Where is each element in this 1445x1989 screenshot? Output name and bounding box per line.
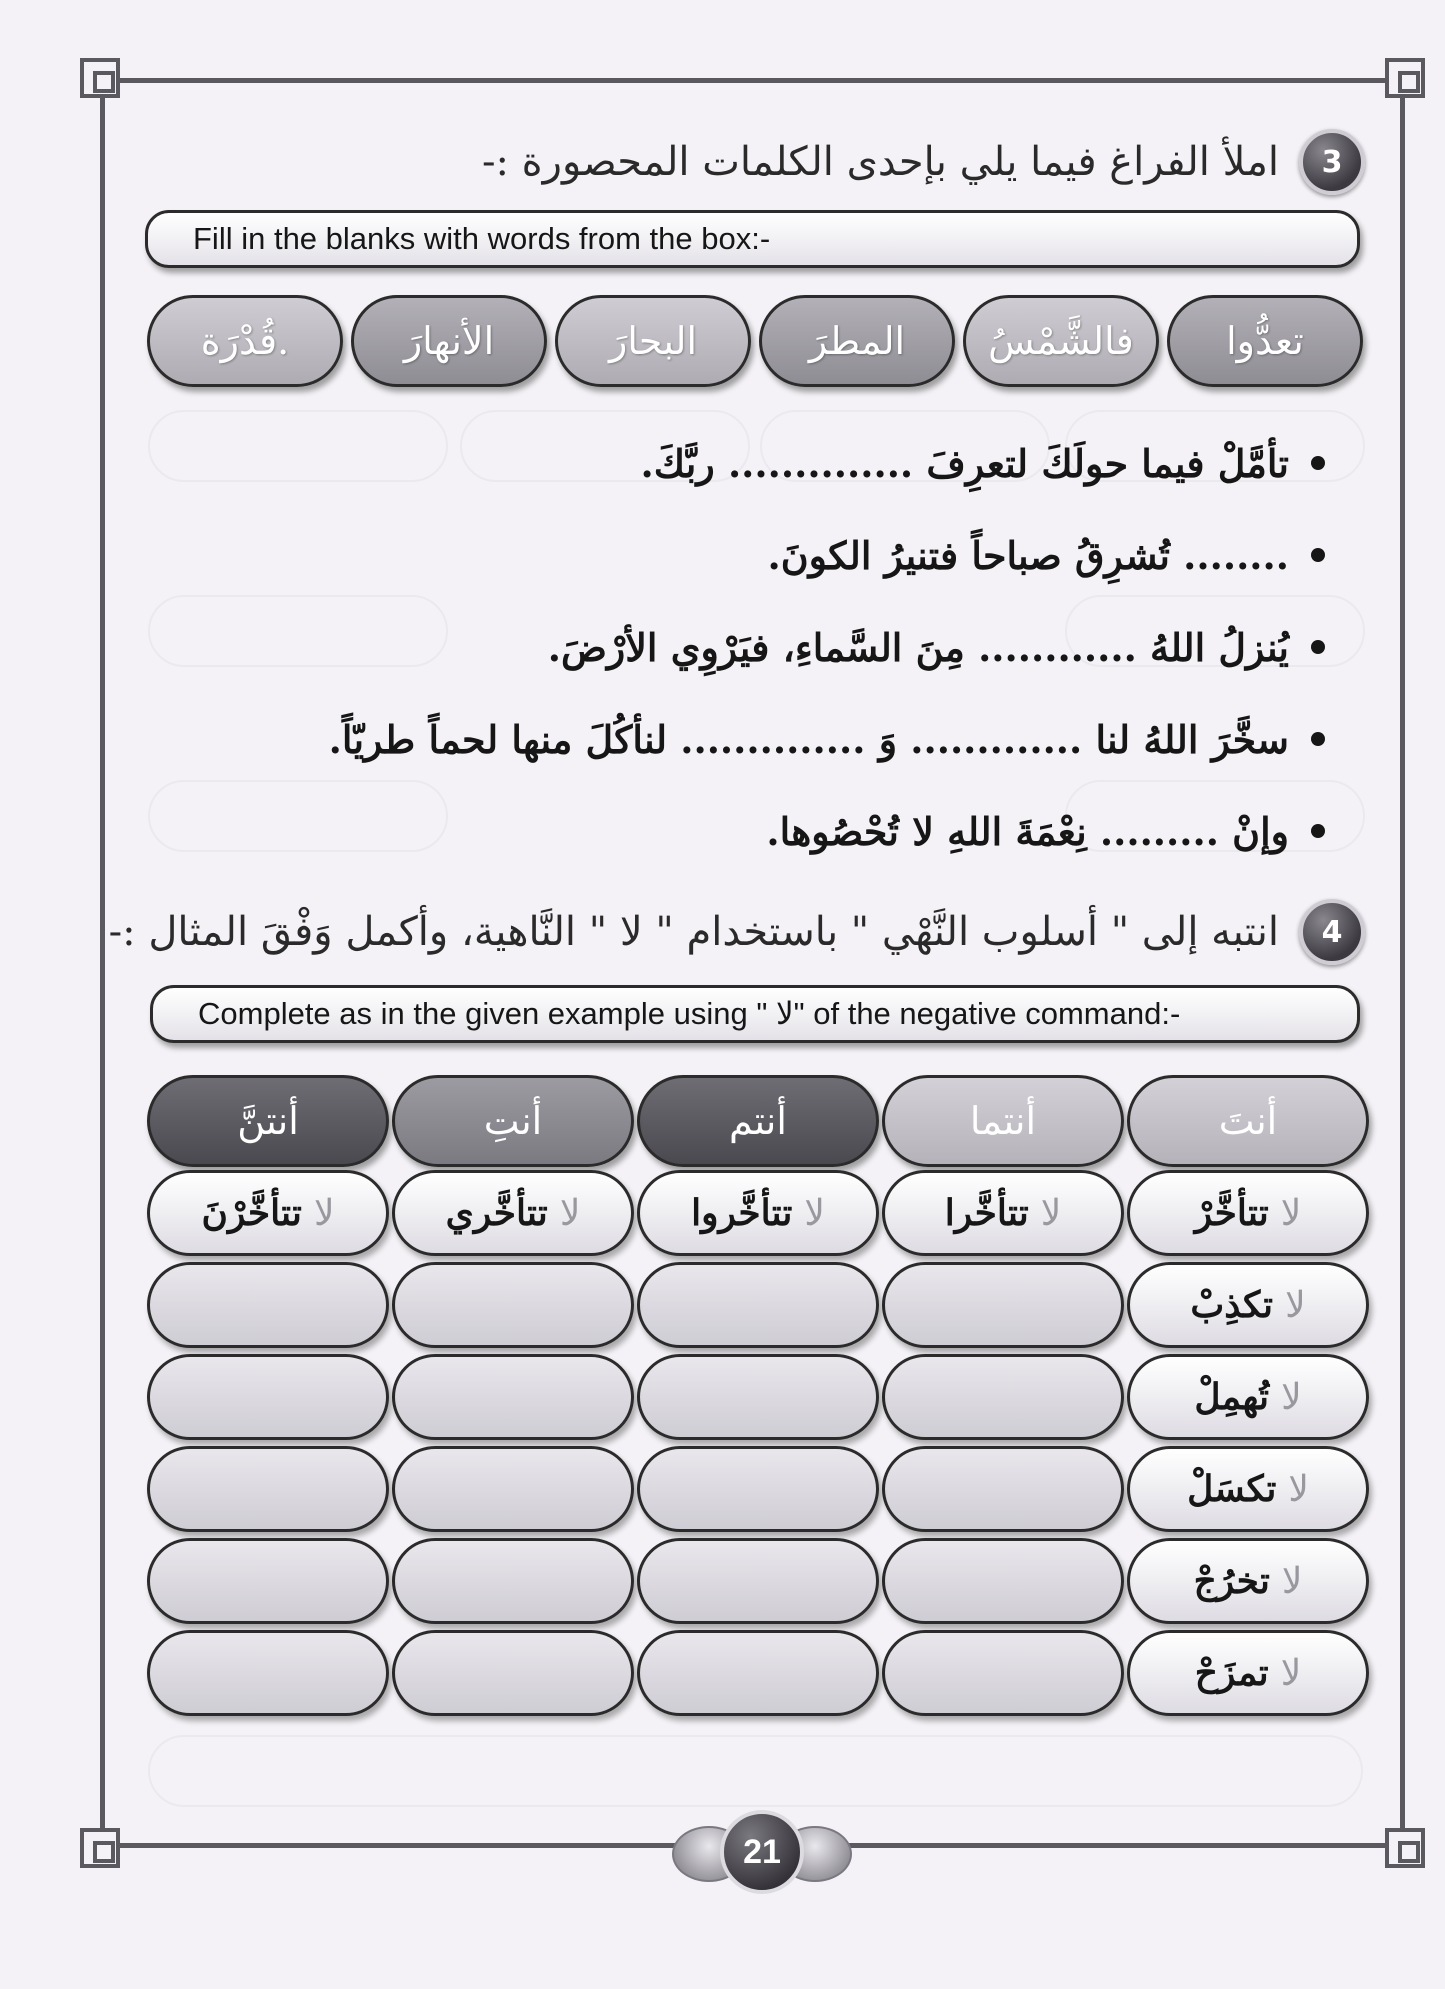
answer-blank[interactable] xyxy=(882,1262,1124,1348)
english-instruction: Fill in the blanks with words from the box:- xyxy=(145,210,1360,268)
word-option: الأنهارَ xyxy=(351,295,547,387)
fill-blank-sentence xyxy=(329,704,1325,774)
pronoun-header: أنتنَّ xyxy=(147,1075,389,1167)
sentence-text: يُنزلُ اللهُ ............ مِنَ السَّماءِ، فيَرْوِي الأرْضَ. xyxy=(547,624,1289,670)
word-option: المطرَ xyxy=(759,295,955,387)
page-number: 21 xyxy=(720,1810,804,1894)
frame-corner-ornament xyxy=(80,1828,120,1868)
neg-particle: لا xyxy=(559,1192,581,1234)
section-title: املأ الفراغ فيما يلي بإحدى الكلمات المحصورة :- xyxy=(481,139,1279,185)
fill-blank-sentence xyxy=(768,520,1325,590)
bullet xyxy=(1311,640,1325,654)
answer-blank[interactable] xyxy=(392,1538,634,1624)
answer-blank[interactable] xyxy=(147,1446,389,1532)
example-cell xyxy=(392,1170,634,1256)
word-option: قُدْرَة. xyxy=(147,295,343,387)
faint-cell xyxy=(148,595,448,667)
bullet xyxy=(1311,548,1325,562)
verb-cell xyxy=(1127,1354,1369,1440)
frame-corner-ornament xyxy=(1385,1828,1425,1868)
sentence-text: سخَّرَ اللهُ لنا ............. وَ .............. لنأكُلَ منها لحماً طريّاً. xyxy=(328,716,1289,762)
fill-blank-sentence xyxy=(641,428,1325,498)
answer-blank[interactable] xyxy=(637,1446,879,1532)
verb-cell xyxy=(1127,1262,1369,1348)
answer-blank[interactable] xyxy=(882,1538,1124,1624)
sentence-text: تأمَّلْ فيما حولَكَ لتعرِفَ .............. ربَّكَ. xyxy=(640,440,1289,486)
answer-blank[interactable] xyxy=(637,1630,879,1716)
bullet xyxy=(1311,732,1325,746)
fill-blank-sentence xyxy=(766,796,1325,866)
faint-cell xyxy=(148,780,448,852)
pronoun-header: أنتِ xyxy=(392,1075,634,1167)
neg-particle: لا xyxy=(313,1192,335,1234)
verb-text: تكسَلْ xyxy=(1187,1468,1277,1510)
answer-blank[interactable] xyxy=(637,1262,879,1348)
neg-particle: لا xyxy=(1280,1652,1302,1694)
section-3-heading xyxy=(482,130,1365,194)
verb-text: تتأخَّري xyxy=(445,1192,548,1234)
pronoun-header: أنتم xyxy=(637,1075,879,1167)
faint-cell xyxy=(148,410,448,482)
answer-blank[interactable] xyxy=(147,1538,389,1624)
neg-particle: لا xyxy=(804,1192,825,1234)
verb-text: تتأخَّرْ xyxy=(1194,1192,1269,1234)
answer-blank[interactable] xyxy=(147,1630,389,1716)
verb-cell xyxy=(1127,1538,1369,1624)
pronoun-header: أنتَ xyxy=(1127,1075,1369,1167)
english-instruction: Complete as in the given example using " لا" of the negative command:- xyxy=(150,985,1360,1043)
verb-text: تكذِبْ xyxy=(1190,1284,1274,1326)
neg-particle: لا xyxy=(1285,1284,1306,1326)
answer-blank[interactable] xyxy=(637,1354,879,1440)
neg-particle: لا xyxy=(1040,1192,1062,1234)
fill-blank-sentence xyxy=(548,612,1325,682)
answer-blank[interactable] xyxy=(147,1262,389,1348)
neg-particle: لا xyxy=(1288,1468,1309,1510)
neg-particle: لا xyxy=(1281,1376,1302,1418)
bullet xyxy=(1311,456,1325,470)
section-title: انتبه إلى " أسلوب النَّهْي " باستخدام " لا " النَّاهية، وأكمل وَفْقَ المثال :- xyxy=(108,909,1279,955)
verb-cell xyxy=(1127,1630,1369,1716)
section-number-badge: 3 xyxy=(1299,129,1365,195)
example-cell xyxy=(637,1170,879,1256)
pronoun-header: أنتما xyxy=(882,1075,1124,1167)
verb-text: تُهمِلْ xyxy=(1194,1376,1270,1418)
example-cell xyxy=(882,1170,1124,1256)
example-cell xyxy=(147,1170,389,1256)
answer-blank[interactable] xyxy=(147,1354,389,1440)
faint-cell xyxy=(148,1735,1363,1807)
word-option: البحارَ xyxy=(555,295,751,387)
verb-cell xyxy=(1127,1446,1369,1532)
section-number-badge: 4 xyxy=(1299,899,1365,965)
word-option: تعدُّوا xyxy=(1167,295,1363,387)
bullet xyxy=(1311,824,1325,838)
neg-particle: لا xyxy=(1280,1192,1302,1234)
example-cell xyxy=(1127,1170,1369,1256)
neg-particle: لا xyxy=(1281,1560,1303,1602)
answer-blank[interactable] xyxy=(882,1446,1124,1532)
verb-text: تتأخَّرْنَ xyxy=(201,1192,302,1234)
verb-text: تخرُجْ xyxy=(1193,1560,1270,1602)
section-4-heading xyxy=(109,900,1365,964)
verb-text: تتأخَّرا xyxy=(944,1192,1029,1234)
sentence-text: وإنْ ......... نِعْمَةَ اللهِ لا تُحْصُوها. xyxy=(766,808,1289,854)
answer-blank[interactable] xyxy=(392,1446,634,1532)
answer-blank[interactable] xyxy=(882,1354,1124,1440)
answer-blank[interactable] xyxy=(392,1354,634,1440)
sentence-text: ........ تُشرِقُ صباحاً فتنيرُ الكونَ. xyxy=(767,532,1289,578)
frame-corner-ornament xyxy=(80,58,120,98)
verb-text: تتأخَّروا xyxy=(691,1192,793,1234)
word-option: فالشَّمْسُ xyxy=(963,295,1159,387)
frame-corner-ornament xyxy=(1385,58,1425,98)
page-number-badge xyxy=(672,1806,852,1896)
answer-blank[interactable] xyxy=(392,1262,634,1348)
verb-text: تمزَحْ xyxy=(1194,1652,1269,1694)
answer-blank[interactable] xyxy=(637,1538,879,1624)
answer-blank[interactable] xyxy=(392,1630,634,1716)
answer-blank[interactable] xyxy=(882,1630,1124,1716)
